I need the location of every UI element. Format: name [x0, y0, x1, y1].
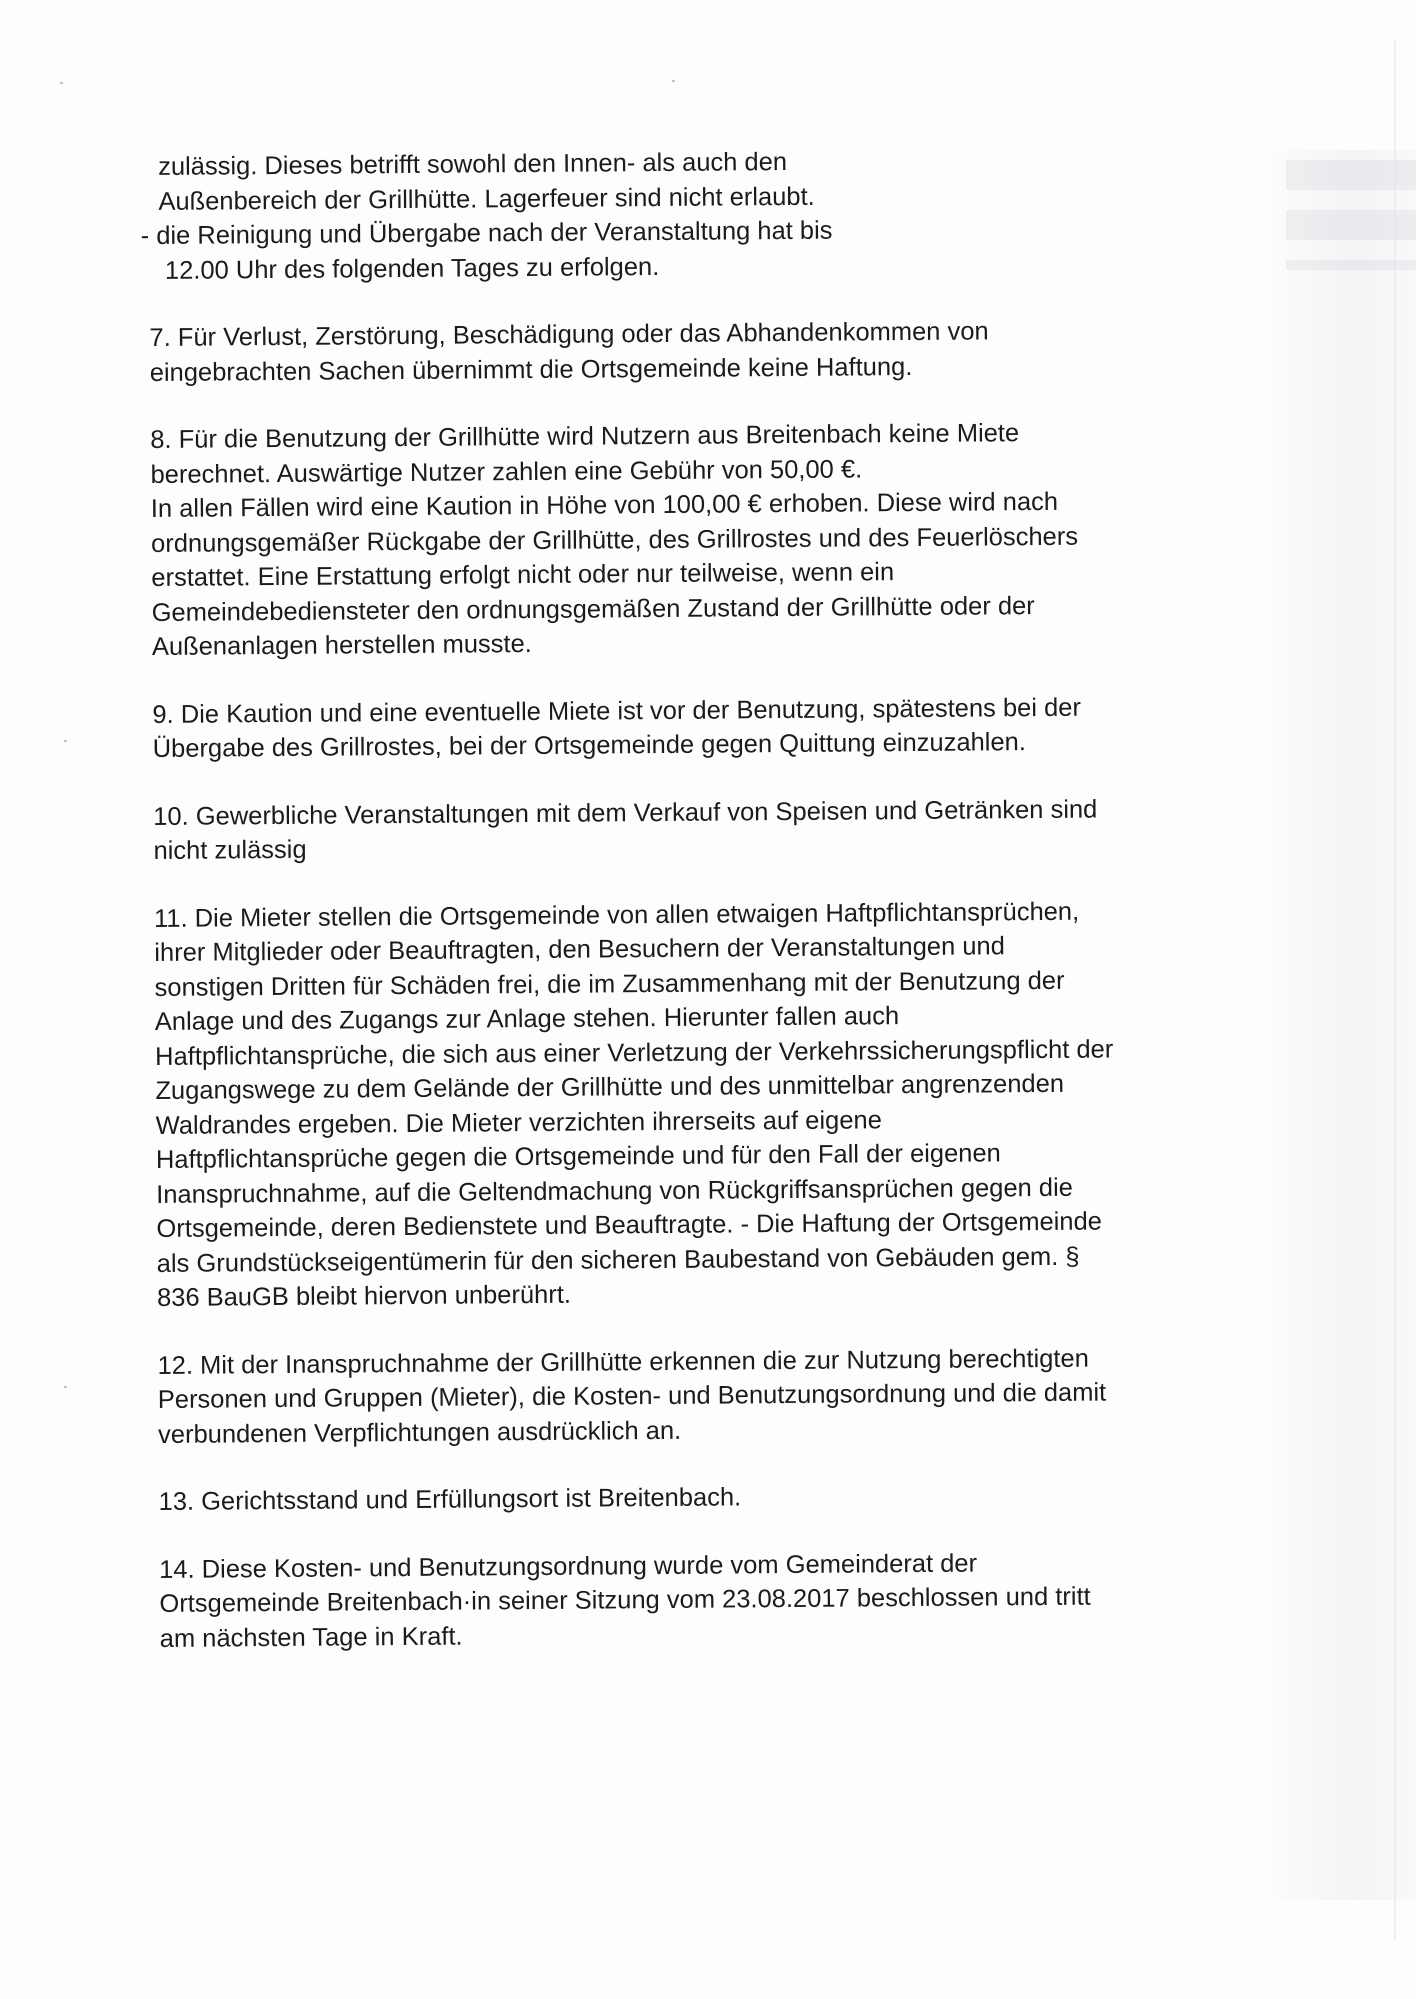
scan-speck	[64, 740, 67, 742]
text-line: Gemeindebediensteter den ordnungsgemäßen Zustand der Grillhütte oder der	[151, 591, 1035, 627]
text-line: ordnungsgemäßer Rückgabe der Grillhütte, des Grillrostes und des Feuerlöschers	[150, 522, 1079, 558]
text-line: 10. Gewerbliche Veranstaltungen mit dem Verkauf von Speisen und Getränken sind	[153, 795, 1098, 831]
text-line: 12. Mit der Inanspruchnahme der Grillhütte erkennen die zur Nutzung berechtigten	[157, 1344, 1089, 1380]
text-line: In allen Fällen wird eine Kaution in Höhe von 100,00 € erhoben. Diese wird nach	[150, 487, 1059, 523]
scan-speck	[60, 82, 63, 84]
text-line: Zugangswege zu dem Gelände der Grillhütte und des unmittelbar angrenzenden	[155, 1069, 1065, 1105]
text-line: sonstigen Dritten für Schäden frei, die im Zusammenhang mit der Benutzung der	[154, 966, 1065, 1002]
text-line: Haftpflichtansprüche, die sich aus einer Verletzung der Verkehrssicherungspflicht der	[155, 1034, 1114, 1071]
text-line: - die Reinigung und Übergabe nach der Veranstaltung hat bis	[140, 216, 833, 251]
text-line: Waldrandes ergeben. Die Mieter verzichten ihrerseits auf eigene	[155, 1105, 882, 1140]
text-line: 836 BauGB bleibt hiervon unberührt.	[156, 1280, 572, 1312]
paragraph-11	[154, 893, 1277, 1316]
text-line: ihrer Mitglieder oder Beauftragten, den Besuchern der Veranstaltungen und	[154, 932, 1005, 967]
text-line: erstattet. Eine Erstattung erfolgt nicht oder nur teilweise, wenn ein	[151, 558, 895, 592]
text-line: 14. Diese Kosten- und Benutzungsordnung wurde vom Gemeinderat der	[159, 1549, 978, 1584]
text-line: Außenanlagen herstellen musste.	[151, 630, 532, 661]
text-line: Außenbereich der Grillhütte. Lagerfeuer sind nicht erlaubt.	[158, 182, 815, 216]
text-line: 9. Die Kaution und eine eventuelle Miete ist vor der Benutzung, spätestens bei der	[152, 693, 1082, 729]
paragraph-8	[150, 414, 1272, 664]
text-line: Ortsgemeinde Breitenbach·in seiner Sitzung vom 23.08.2017 beschlossen und tritt	[159, 1582, 1091, 1618]
text-line: Übergabe des Grillrostes, bei der Ortsgemeinde gegen Quittung einzuzahlen.	[152, 728, 1026, 763]
scan-speck	[64, 1386, 67, 1388]
text-line: verbundenen Verpflichtungen ausdrücklich an.	[157, 1416, 682, 1449]
paragraph-14	[159, 1544, 1280, 1656]
text-line: 11. Die Mieter stellen die Ortsgemeinde von allen etwaigen Haftpflichtansprüchen,	[153, 897, 1080, 933]
show-through-heading	[1286, 160, 1416, 270]
text-line: Haftpflichtansprüche gegen die Ortsgemeinde und für den Fall der eigenen	[155, 1139, 1001, 1174]
text-line: 13. Gerichtsstand und Erfüllungsort ist Breitenbach.	[158, 1483, 742, 1516]
text-line: als Grundstückseigentümerin für den sicheren Baubestand von Gebäuden gem. §	[156, 1242, 1080, 1278]
scan-speck	[672, 80, 675, 82]
scan-edge-line	[1394, 40, 1396, 1940]
paragraph-6-continued	[140, 141, 1269, 288]
paragraph-12	[157, 1340, 1278, 1452]
paragraph-9	[152, 689, 1273, 767]
text-line: 12.00 Uhr des folgenden Tages zu erfolgen.	[164, 252, 660, 285]
text-line: 7. Für Verlust, Zerstörung, Beschädigung oder das Abhandenkommen von	[149, 317, 989, 352]
document-body	[140, 141, 1280, 1689]
text-line: am nächsten Tage in Kraft.	[159, 1622, 463, 1653]
paragraph-10	[153, 791, 1274, 869]
text-line: Personen und Gruppen (Mieter), die Kosten- und Benutzungsordnung und die damit	[157, 1378, 1107, 1414]
text-line: 8. Für die Benutzung der Grillhütte wird Nutzern aus Breitenbach keine Miete	[150, 419, 1020, 454]
paragraph-13	[158, 1476, 1278, 1519]
text-line: berechnet. Auswärtige Nutzer zahlen eine Gebühr von 50,00 €.	[150, 454, 863, 489]
text-line: Anlage und des Zugangs zur Anlage stehen. Hierunter fallen auch	[154, 1002, 900, 1036]
text-line: zulässig. Dieses betrifft sowohl den Innen- als auch den	[158, 147, 788, 181]
text-line: nicht zulässig	[153, 835, 307, 865]
text-line: Ortsgemeinde, deren Bedienstete und Beauftragte. - Die Haftung der Ortsgemeinde	[156, 1207, 1103, 1243]
text-line: eingebrachten Sachen übernimmt die Ortsgemeinde keine Haftung.	[149, 352, 913, 387]
text-line: Inanspruchnahme, auf die Geltendmachung von Rückgriffsansprüchen gegen die	[156, 1173, 1074, 1209]
paragraph-7	[149, 312, 1270, 390]
